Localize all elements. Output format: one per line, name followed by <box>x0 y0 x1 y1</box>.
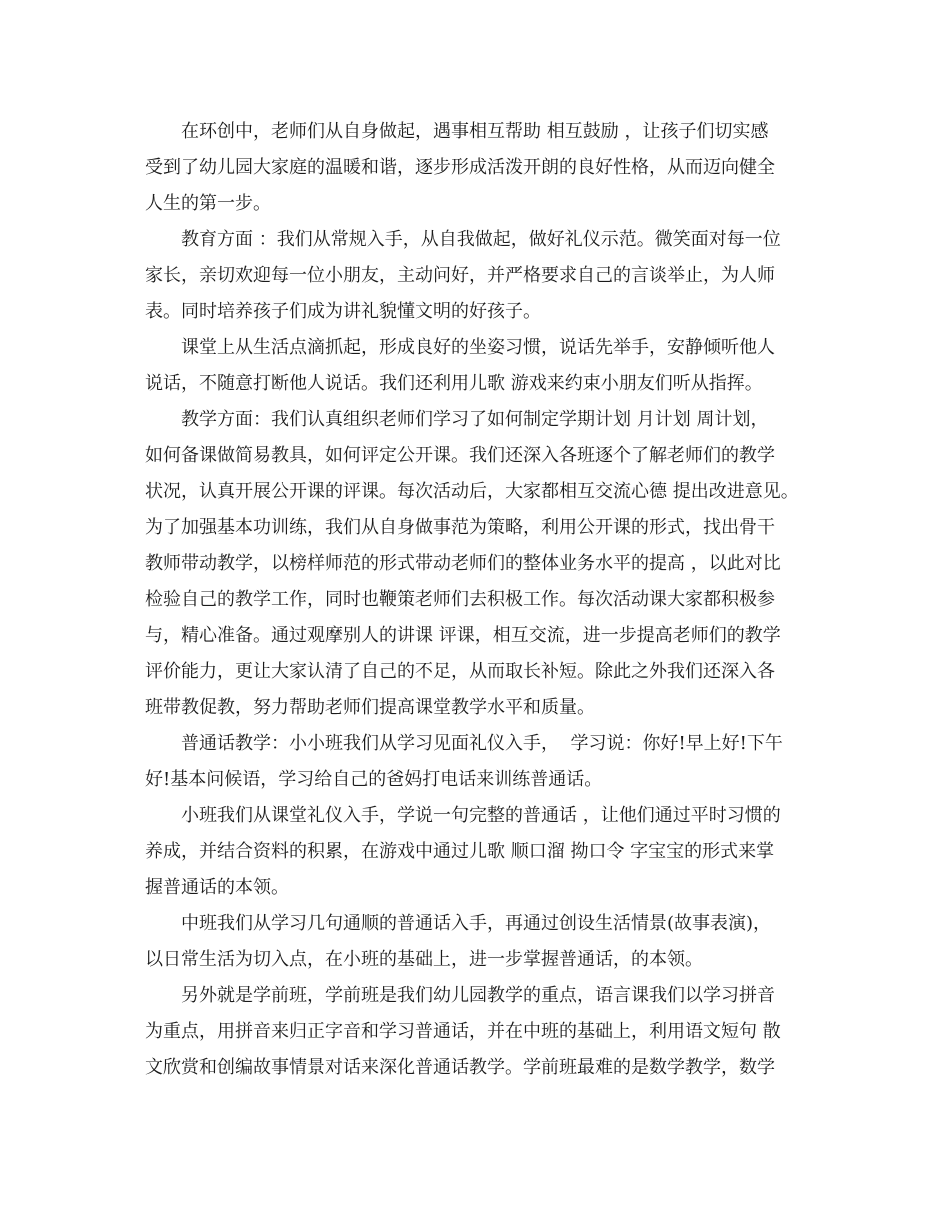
text-line: 评价能力，更让大家认清了自己的不足，从而取长补短。除此之外我们还深入各 <box>145 661 775 682</box>
text-line: 为重点，用拼音来归正字音和学习普通话，并在中班的基础上，利用语文短句 散 <box>145 1021 781 1042</box>
text-line: 与，精心准备。通过观摩别人的讲课 评课，相互交流，进一步提高老师们的教学 <box>145 625 781 646</box>
text-line: 教育方面 ：我们从常规入手，从自我做起，做好礼仪示范。微笑面对每一位 <box>181 229 781 250</box>
text-line: 检验自己的教学工作，同时也鞭策老师们去积极工作。每次活动课大家都积极参 <box>145 589 775 610</box>
text-line: 好!基本问候语，学习给自己的爸妈打电话来训练普通话。 <box>145 769 603 790</box>
text-line: 普通话教学：小小班我们从学习见面礼仪入手， 学习说：你好!早上好!下午 <box>181 733 783 754</box>
text-line: 养成，并结合资料的积累，在游戏中通过儿歌 顺口溜 拗口令 字宝宝的形式来掌 <box>145 841 775 862</box>
text-line: 课堂上从生活点滴抓起，形成良好的坐姿习惯，说话先举手，安静倾听他人 <box>181 337 775 358</box>
text-line: 受到了幼儿园大家庭的温暖和谐，逐步形成活泼开朗的良好性格，从而迈向健全 <box>145 157 775 178</box>
text-line: 班带教促教，努力帮助老师们提高课堂教学水平和质量。 <box>145 697 595 718</box>
text-line: 小班我们从课堂礼仪入手，学说一句完整的普通话 ，让他们通过平时习惯的 <box>181 805 781 826</box>
text-line: 握普通话的本领。 <box>145 877 289 898</box>
text-line: 状况，认真开展公开课的评课。每次活动后，大家都相互交流心德 提出改进意见。 <box>145 481 799 502</box>
text-line: 以日常生活为切入点，在小班的基础上，进一步掌握普通话，的本领。 <box>145 949 703 970</box>
text-line: 如何备课做简易教具，如何评定公开课。我们还深入各班逐个了解老师们的教学 <box>145 445 775 466</box>
text-line: 教师带动教学，以榜样师范的形式带动老师们的整体业务水平的提高 ，以此对比 <box>145 553 781 574</box>
text-line: 另外就是学前班，学前班是我们幼儿园教学的重点，语言课我们以学习拼音 <box>181 985 775 1006</box>
text-line: 中班我们从学习几句通顺的普通话入手，再通过创设生活情景(故事表演)， <box>181 913 772 934</box>
text-line: 教学方面：我们认真组织老师们学习了如何制定学期计划 月计划 周计划， <box>181 409 769 430</box>
text-line: 在环创中，老师们从自身做起，遇事相互帮助 相互鼓励 ，让孩子们切实感 <box>181 121 769 142</box>
text-line: 人生的第一步。 <box>145 193 271 214</box>
text-line: 表。同时培养孩子们成为讲礼貌懂文明的好孩子。 <box>145 301 541 322</box>
text-line: 说话，不随意打断他人说话。我们还利用儿歌 游戏来约束小朋友们听从指挥。 <box>145 373 763 394</box>
text-line: 为了加强基本功训练，我们从自身做事范为策略，利用公开课的形式，找出骨干 <box>145 517 775 538</box>
text-line: 家长，亲切欢迎每一位小朋友，主动问好，并严格要求自己的言谈举止，为人师 <box>145 265 775 286</box>
text-line: 文欣赏和创编故事情景对话来深化普通话教学。学前班最难的是数学教学，数学 <box>145 1057 775 1078</box>
